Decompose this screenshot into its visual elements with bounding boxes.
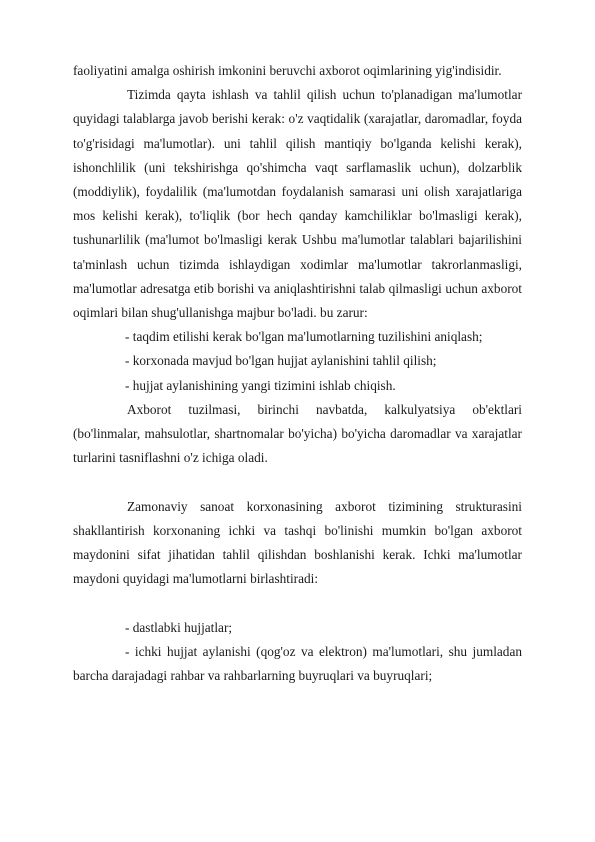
- paragraph-spacer: [73, 591, 522, 615]
- list-item: - ichki hujjat aylanishi (qog'oz va elektron) ma'lumotlari, shu jumladan barcha darajadagi rahbar va rahbarlarning buyruqlari va buyruqlari;: [73, 643, 522, 684]
- paragraph-continuation: faoliyatini amalga oshirish imkonini beruvchi axborot oqimlarining yig'indisidir.: [73, 63, 502, 78]
- paragraph-requirements: Tizimda qayta ishlash va tahlil qilish uchun to'planadigan ma'lumotlar quyidagi talablarga javob berishi kerak: o'z vaqtidalik (xarajatlar, daromadlar, foyda to'g'risidagi ma'lumotlar). uni tahlil qilish mantiqiy bo'lganda kelishi kerak), ishonchlilik (uni tekshirishga qo'shimcha vaqt sarflamaslik uchun), dolzarblik (moddiylik), foydalilik (ma'lumotdan foydalanish samarasi uni olish xarajatlariga mos kelishi kerak), to'liqlik (bor hech qanday kamchiliklar bo'lmasligi kerak), tushunarlilik (ma'lumot bo'lmasligi kerak Ushbu ma'lumotlar talablari bajarilishini ta'minlash uchun tizimda ishlaydigan xodimlar ma'lumotlar takrorlanmasligi, ma'lumotlar adresatga etib borishi va aniqlashtirishni talab qilmasligi uchun axborot oqimlari bilan shug'ullanishga majbur bo'ladi. bu zarur:: [73, 87, 522, 321]
- list-item: - hujjat aylanishining yangi tizimini ishlab chiqish.: [125, 377, 396, 393]
- list-item: - dastlabki hujjatlar;: [125, 619, 233, 635]
- document-page: [73, 59, 522, 688]
- paragraph-information-structure: Axborot tuzilmasi, birinchi navbatda, kalkulyatsiya ob'ektlari (bo'linmalar, mahsulotlar, shartnomalar bo'yicha) bo'yicha daromadlar va xarajatlar turlarini tasniflashni o'z ichiga oladi.: [73, 401, 522, 466]
- list-item: - korxonada mavjud bo'lgan hujjat aylanishini tahlil qilish;: [125, 353, 437, 369]
- list-item: - taqdim etilishi kerak bo'lgan ma'lumotlarning tuzilishini aniqlash;: [125, 329, 483, 345]
- paragraph-spacer: [73, 470, 522, 494]
- paragraph-information-system: Zamonaviy sanoat korxonasining axborot tizimining strukturasini shakllantirish korxonaning ichki va tashqi bo'linishi mumkin bo'lgan axborot maydonini sifat jihatidan tahlil qilishdan boshlanishi kerak. Ichki ma'lumotlar maydoni quyidagi ma'lumotlarni birlashtiradi:: [73, 498, 522, 587]
